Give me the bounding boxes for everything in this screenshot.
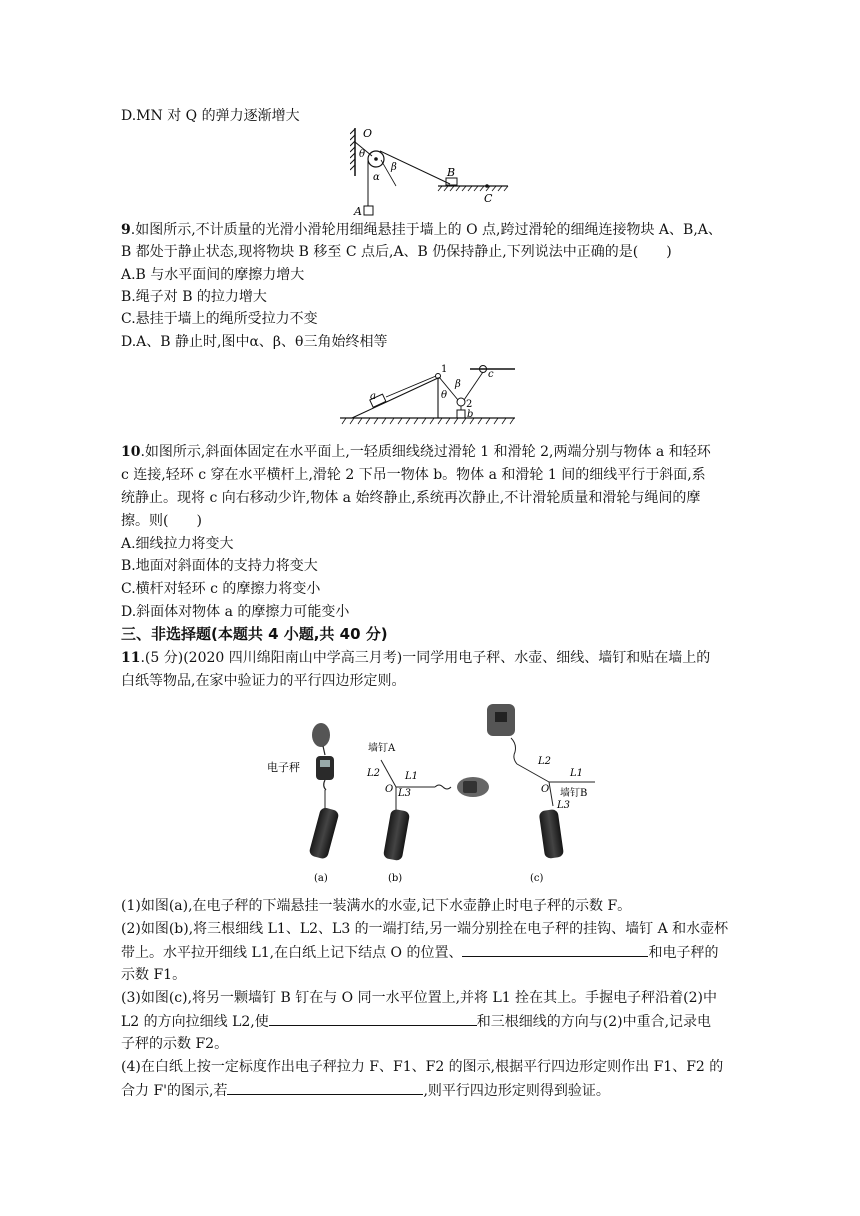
label-beta: β	[455, 379, 461, 390]
q11-part2-text-before: 带上。水平拉开细线 L1,在白纸上记下结点 O 的位置、	[121, 945, 463, 961]
q8-option-d: D.MN 对 Q 的弹力逐渐增大	[121, 108, 300, 124]
label-O-c: O	[541, 784, 550, 795]
q11-part2-line1: (2)如图(b),将三根细线 L1、L2、L3 的一端打结,另一端分别拴在电子秤的挂钩、墙钉 A 和水壶杯	[121, 921, 729, 937]
label-L3-c: L3	[557, 800, 571, 811]
q10-stem1: .如图所示,斜面体固定在水平面上,一轻质细线绕过滑轮 1 和滑轮 2,两端分别与物体 a 和轻环	[140, 444, 711, 460]
q10-stem-line1	[121, 442, 711, 462]
label-nail-b: 墙钉B	[560, 788, 588, 799]
q10-option-d: D.斜面体对物体 a 的摩擦力可能变小	[121, 604, 350, 620]
q10-stem-line2: c 连接,轻环 c 穿在水平横杆上,滑轮 2 下吊一物体 b。物体 a 和滑轮 1 间的细线平行于斜面,系	[121, 467, 706, 483]
q11-number: 11	[121, 650, 141, 666]
label-L1-c: L1	[570, 768, 584, 779]
q11-stem1: .(5 分)(2020 四川绵阳南山中学高三月考)一同学用电子秤、水壶、细线、墙钉和贴在墙上的	[140, 650, 711, 666]
q11-part2-text-after: 和电子秤的	[648, 945, 719, 961]
q9-option-a: A.B 与水平面间的摩擦力增大	[121, 267, 305, 283]
q11-stem-line2: 白纸等物品,在家中验证力的平行四边形定则。	[121, 673, 406, 689]
caption-c: (c)	[530, 873, 544, 884]
q11-part1: (1)如图(a),在电子秤的下端悬挂一装满水的水壶,记下水壶静止时电子秤的示数 F。	[121, 898, 632, 914]
q11-part3-text-before: L2 的方向拉细线 L2,使	[121, 1014, 269, 1030]
q11-answer-blank-2[interactable]	[269, 1011, 477, 1026]
q9-number: 9	[121, 222, 131, 238]
q11-part4-text-after: ,则平行四边形定则得到验证。	[423, 1083, 610, 1099]
label-b: b	[467, 409, 474, 420]
q9-option-d: D.A、B 静止时,图中α、β、θ三角始终相等	[121, 334, 388, 350]
q9-stem-line1	[121, 220, 722, 240]
q11-part4-text-before: 合力 F'的图示,若	[121, 1083, 228, 1099]
label-1: 1	[441, 364, 448, 375]
q9-stem-line2: B 都处于静止状态,现将物块 B 移至 C 点后,A、B 仍保持静止,下列说法中正确的是( )	[121, 244, 672, 260]
label-alpha: α	[373, 172, 380, 183]
q9-option-c: C.悬挂于墙上的绳所受拉力不变	[121, 311, 318, 327]
caption-a: (a)	[314, 873, 328, 884]
section-3-title: 三、非选择题(本题共 4 小题,共 40 分)	[121, 625, 388, 643]
q11-answer-blank-3[interactable]	[227, 1080, 423, 1095]
q9-pulley-figure	[350, 124, 510, 220]
label-c: c	[488, 369, 494, 380]
q10-incline-figure	[340, 360, 520, 430]
caption-b: (b)	[388, 873, 403, 884]
label-O-b: O	[385, 784, 394, 795]
q9-stem1: .如图所示,不计质量的光滑小滑轮用细绳悬挂于墙上的 O 点,跨过滑轮的细绳连接物块 A、B,A、	[130, 222, 722, 238]
q10-option-c: C.横杆对轻环 c 的摩擦力将变小	[121, 581, 321, 597]
q11-answer-blank-1[interactable]	[462, 942, 648, 957]
label-scale: 电子秤	[267, 761, 300, 774]
q11-photo-figure	[255, 700, 615, 890]
q10-stem-line3: 统静止。现将 c 向右移动少许,物体 a 始终静止,系统再次静止,不计滑轮质量和滑轮与绳间的摩	[121, 490, 701, 506]
label-beta: β	[391, 162, 397, 173]
label-L3-b: L3	[398, 788, 412, 799]
label-O: O	[363, 127, 373, 140]
q11-part3-text-after: 和三根细线的方向与(2)中重合,记录电	[476, 1014, 712, 1030]
label-A: A	[354, 205, 362, 218]
panel-c	[487, 704, 595, 884]
label-theta: θ	[359, 149, 366, 160]
q11-part4-line1: (4)在白纸上按一定标度作出电子秤拉力 F、F1、F2 的图示,根据平行四边形定则作出 F1、F2 的	[121, 1059, 724, 1075]
q10-option-a: A.细线拉力将变大	[121, 536, 234, 552]
label-L1-b: L1	[405, 771, 419, 782]
label-B: B	[447, 166, 456, 179]
label-nail-a: 墙钉A	[368, 743, 396, 754]
q11-part2-line2	[121, 942, 718, 963]
label-L2-c: L2	[538, 756, 552, 767]
q11-part2-line3: 示数 F1。	[121, 967, 187, 983]
panel-a	[267, 723, 340, 884]
q11-part3-line2	[121, 1011, 711, 1032]
label-L2-b: L2	[367, 768, 381, 779]
q11-part3-line1: (3)如图(c),将另一颗墙钉 B 钉在与 O 同一水平位置上,并将 L1 拴在其上。手握电子秤沿着(2)中	[121, 990, 717, 1006]
label-2: 2	[466, 399, 473, 410]
q9-option-b: B.绳子对 B 的拉力增大	[121, 289, 267, 305]
q11-part4-line2	[121, 1080, 610, 1101]
q10-stem-line4: 擦。则( )	[121, 513, 202, 529]
label-theta: θ	[441, 390, 448, 401]
q10-option-b: B.地面对斜面体的支持力将变大	[121, 558, 318, 574]
q11-part3-line3: 子秤的示数 F2。	[121, 1036, 229, 1052]
q10-number: 10	[121, 444, 141, 460]
panel-b	[366, 741, 489, 884]
label-C: C	[484, 192, 493, 205]
label-a: a	[370, 391, 376, 402]
q11-stem-line1	[121, 648, 710, 668]
